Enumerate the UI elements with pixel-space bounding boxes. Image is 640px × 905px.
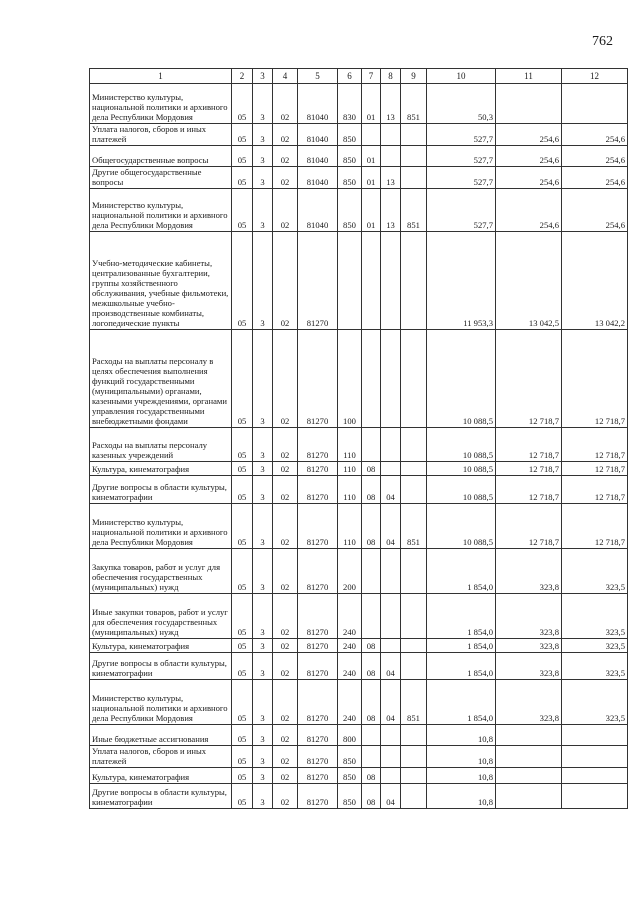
amount-col10-cell: 50,3 — [427, 84, 496, 124]
target-code-cell: 81040 — [298, 189, 338, 232]
table-row — [90, 232, 628, 330]
subchapter-code-cell — [381, 746, 401, 768]
department-code-cell — [401, 330, 427, 428]
chapter-code-cell: 01 — [362, 84, 381, 124]
subsection-code-cell: 3 — [253, 784, 273, 809]
subsection-code-cell: 3 — [253, 680, 273, 725]
chapter-code-cell — [362, 232, 381, 330]
column-header: 5 — [298, 69, 338, 84]
amount-col10-cell: 10,8 — [427, 725, 496, 746]
chapter-code-cell — [362, 549, 381, 594]
amount-col11-cell: 254,6 — [496, 189, 562, 232]
expense-type-cell: 850 — [338, 146, 362, 167]
row-name-cell: Иные закупки товаров, работ и услуг для обеспечения государственных (муниципальных) нужд — [90, 594, 232, 639]
section-code-cell: 05 — [232, 746, 253, 768]
expense-type-cell: 200 — [338, 549, 362, 594]
amount-col12-cell: 323,5 — [562, 680, 628, 725]
chapter-code-cell: 01 — [362, 167, 381, 189]
column-header: 2 — [232, 69, 253, 84]
row-name-cell: Другие вопросы в области культуры, кинематографии — [90, 476, 232, 504]
page-number: 762 — [592, 34, 613, 49]
subsection-code-cell: 3 — [253, 462, 273, 476]
chapter-code-cell — [362, 746, 381, 768]
section-code-cell: 05 — [232, 639, 253, 653]
row-name-cell: Уплата налогов, сборов и иных платежей — [90, 124, 232, 146]
amount-col10-cell: 10 088,5 — [427, 462, 496, 476]
department-code-cell — [401, 124, 427, 146]
row-name-cell: Расходы на выплаты персоналу казенных учреждений — [90, 428, 232, 462]
table-row — [90, 746, 628, 768]
subsection-code-cell: 3 — [253, 146, 273, 167]
section-code-cell: 05 — [232, 504, 253, 549]
amount-col10-cell: 527,7 — [427, 124, 496, 146]
subchapter-code-cell — [381, 462, 401, 476]
subchapter-code-cell: 13 — [381, 84, 401, 124]
program-code-cell: 02 — [273, 189, 298, 232]
target-code-cell: 81270 — [298, 594, 338, 639]
subchapter-code-cell — [381, 725, 401, 746]
subchapter-code-cell — [381, 594, 401, 639]
amount-col12-cell: 12 718,7 — [562, 476, 628, 504]
target-code-cell: 81040 — [298, 167, 338, 189]
expense-type-cell: 850 — [338, 746, 362, 768]
amount-col10-cell: 527,7 — [427, 167, 496, 189]
program-code-cell: 02 — [273, 784, 298, 809]
amount-col11-cell — [496, 768, 562, 784]
amount-col10-cell: 11 953,3 — [427, 232, 496, 330]
column-header: 3 — [253, 69, 273, 84]
subsection-code-cell: 3 — [253, 725, 273, 746]
amount-col11-cell: 323,8 — [496, 594, 562, 639]
table-row — [90, 549, 628, 594]
subchapter-code-cell: 04 — [381, 504, 401, 549]
row-name-cell: Другие вопросы в области культуры, кинематографии — [90, 784, 232, 809]
department-code-cell: 851 — [401, 189, 427, 232]
amount-col10-cell: 10 088,5 — [427, 504, 496, 549]
subchapter-code-cell — [381, 768, 401, 784]
chapter-code-cell: 01 — [362, 146, 381, 167]
amount-col12-cell: 254,6 — [562, 124, 628, 146]
expense-type-cell: 240 — [338, 653, 362, 680]
program-code-cell: 02 — [273, 768, 298, 784]
section-code-cell: 05 — [232, 232, 253, 330]
section-code-cell: 05 — [232, 146, 253, 167]
table-row — [90, 653, 628, 680]
amount-col12-cell: 12 718,7 — [562, 462, 628, 476]
expense-type-cell: 110 — [338, 504, 362, 549]
department-code-cell — [401, 146, 427, 167]
department-code-cell — [401, 428, 427, 462]
amount-col10-cell: 10,8 — [427, 746, 496, 768]
chapter-code-cell: 08 — [362, 768, 381, 784]
subsection-code-cell: 3 — [253, 746, 273, 768]
amount-col12-cell — [562, 84, 628, 124]
amount-col10-cell: 10 088,5 — [427, 428, 496, 462]
row-name-cell: Общегосударственные вопросы — [90, 146, 232, 167]
chapter-code-cell — [362, 725, 381, 746]
amount-col10-cell: 1 854,0 — [427, 639, 496, 653]
row-name-cell: Уплата налогов, сборов и иных платежей — [90, 746, 232, 768]
subchapter-code-cell: 04 — [381, 680, 401, 725]
amount-col11-cell: 254,6 — [496, 146, 562, 167]
target-code-cell: 81040 — [298, 124, 338, 146]
section-code-cell: 05 — [232, 549, 253, 594]
expense-type-cell: 850 — [338, 189, 362, 232]
column-header: 11 — [496, 69, 562, 84]
row-name-cell: Культура, кинематография — [90, 768, 232, 784]
target-code-cell: 81270 — [298, 428, 338, 462]
amount-col10-cell: 527,7 — [427, 189, 496, 232]
department-code-cell — [401, 549, 427, 594]
row-name-cell: Учебно-методические кабинеты, централизованные бухгалтерии, группы хозяйственного обслуживания, учебные фильмотеки, межшкольные учебно-производственные комбинаты, логопедические пункты — [90, 232, 232, 330]
subchapter-code-cell — [381, 330, 401, 428]
amount-col10-cell: 10,8 — [427, 768, 496, 784]
program-code-cell: 02 — [273, 594, 298, 639]
amount-col11-cell: 12 718,7 — [496, 462, 562, 476]
section-code-cell: 05 — [232, 653, 253, 680]
section-code-cell: 05 — [232, 680, 253, 725]
amount-col12-cell: 323,5 — [562, 639, 628, 653]
subsection-code-cell: 3 — [253, 167, 273, 189]
column-header: 7 — [362, 69, 381, 84]
column-header: 12 — [562, 69, 628, 84]
table-row — [90, 167, 628, 189]
table-body — [90, 84, 628, 809]
expense-type-cell: 240 — [338, 594, 362, 639]
section-code-cell: 05 — [232, 330, 253, 428]
chapter-code-cell — [362, 124, 381, 146]
row-name-cell: Закупка товаров, работ и услуг для обеспечения государственных (муниципальных) нужд — [90, 549, 232, 594]
target-code-cell: 81270 — [298, 232, 338, 330]
row-name-cell: Иные бюджетные ассигнования — [90, 725, 232, 746]
chapter-code-cell: 08 — [362, 476, 381, 504]
target-code-cell: 81040 — [298, 84, 338, 124]
program-code-cell: 02 — [273, 124, 298, 146]
amount-col12-cell — [562, 768, 628, 784]
row-name-cell: Расходы на выплаты персоналу в целях обеспечения выполнения функций государственными (муниципальными) органами, казенными учреждениями, органами управления государственными внебюджетными фондами — [90, 330, 232, 428]
subchapter-code-cell: 13 — [381, 167, 401, 189]
expense-type-cell: 240 — [338, 680, 362, 725]
column-header: 10 — [427, 69, 496, 84]
column-header: 4 — [273, 69, 298, 84]
program-code-cell: 02 — [273, 476, 298, 504]
row-name-cell: Министерство культуры, национальной политики и архивного дела Республики Мордовия — [90, 504, 232, 549]
expense-type-cell: 850 — [338, 768, 362, 784]
program-code-cell: 02 — [273, 146, 298, 167]
table-row — [90, 330, 628, 428]
chapter-code-cell: 08 — [362, 784, 381, 809]
chapter-code-cell: 08 — [362, 504, 381, 549]
subsection-code-cell: 3 — [253, 594, 273, 639]
subsection-code-cell: 3 — [253, 476, 273, 504]
amount-col12-cell — [562, 725, 628, 746]
row-name-cell: Министерство культуры, национальной политики и архивного дела Республики Мордовия — [90, 84, 232, 124]
subsection-code-cell: 3 — [253, 549, 273, 594]
section-code-cell: 05 — [232, 476, 253, 504]
expense-type-cell: 240 — [338, 639, 362, 653]
chapter-code-cell — [362, 594, 381, 639]
amount-col11-cell: 254,6 — [496, 124, 562, 146]
column-header: 9 — [401, 69, 427, 84]
department-code-cell: 851 — [401, 84, 427, 124]
amount-col10-cell: 1 854,0 — [427, 594, 496, 639]
table-row — [90, 189, 628, 232]
row-name-cell: Культура, кинематография — [90, 639, 232, 653]
program-code-cell: 02 — [273, 653, 298, 680]
column-header: 8 — [381, 69, 401, 84]
chapter-code-cell — [362, 330, 381, 428]
target-code-cell: 81270 — [298, 639, 338, 653]
amount-col11-cell: 323,8 — [496, 653, 562, 680]
amount-col12-cell: 323,5 — [562, 653, 628, 680]
subsection-code-cell: 3 — [253, 330, 273, 428]
department-code-cell — [401, 232, 427, 330]
program-code-cell: 02 — [273, 84, 298, 124]
section-code-cell: 05 — [232, 725, 253, 746]
chapter-code-cell: 08 — [362, 680, 381, 725]
amount-col11-cell: 12 718,7 — [496, 428, 562, 462]
subchapter-code-cell — [381, 428, 401, 462]
department-code-cell — [401, 167, 427, 189]
amount-col11-cell: 12 718,7 — [496, 476, 562, 504]
amount-col11-cell: 12 718,7 — [496, 504, 562, 549]
subchapter-code-cell — [381, 124, 401, 146]
amount-col11-cell: 12 718,7 — [496, 330, 562, 428]
subsection-code-cell: 3 — [253, 639, 273, 653]
amount-col11-cell — [496, 784, 562, 809]
subchapter-code-cell — [381, 639, 401, 653]
target-code-cell: 81270 — [298, 476, 338, 504]
table-row — [90, 784, 628, 809]
subsection-code-cell: 3 — [253, 232, 273, 330]
table-row — [90, 725, 628, 746]
chapter-code-cell: 08 — [362, 653, 381, 680]
target-code-cell: 81270 — [298, 653, 338, 680]
amount-col12-cell: 12 718,7 — [562, 428, 628, 462]
expense-type-cell: 110 — [338, 462, 362, 476]
amount-col11-cell — [496, 84, 562, 124]
program-code-cell: 02 — [273, 549, 298, 594]
section-code-cell: 05 — [232, 594, 253, 639]
table-row — [90, 594, 628, 639]
section-code-cell: 05 — [232, 768, 253, 784]
department-code-cell — [401, 639, 427, 653]
table-row — [90, 146, 628, 167]
target-code-cell: 81270 — [298, 462, 338, 476]
amount-col10-cell: 1 854,0 — [427, 549, 496, 594]
subchapter-code-cell — [381, 549, 401, 594]
column-header: 1 — [90, 69, 232, 84]
expense-type-cell: 830 — [338, 84, 362, 124]
subsection-code-cell: 3 — [253, 768, 273, 784]
expense-type-cell: 110 — [338, 428, 362, 462]
table-row — [90, 768, 628, 784]
section-code-cell: 05 — [232, 167, 253, 189]
target-code-cell: 81040 — [298, 146, 338, 167]
program-code-cell: 02 — [273, 504, 298, 549]
table-row — [90, 84, 628, 124]
subsection-code-cell: 3 — [253, 428, 273, 462]
subchapter-code-cell — [381, 232, 401, 330]
subchapter-code-cell: 04 — [381, 476, 401, 504]
table-row — [90, 639, 628, 653]
row-name-cell: Министерство культуры, национальной политики и архивного дела Республики Мордовия — [90, 189, 232, 232]
header-row — [90, 69, 628, 84]
expense-type-cell: 100 — [338, 330, 362, 428]
chapter-code-cell: 01 — [362, 189, 381, 232]
amount-col10-cell: 10 088,5 — [427, 330, 496, 428]
section-code-cell: 05 — [232, 462, 253, 476]
amount-col12-cell: 254,6 — [562, 146, 628, 167]
chapter-code-cell — [362, 428, 381, 462]
amount-col10-cell: 1 854,0 — [427, 680, 496, 725]
subsection-code-cell: 3 — [253, 124, 273, 146]
amount-col11-cell: 254,6 — [496, 167, 562, 189]
amount-col12-cell: 323,5 — [562, 594, 628, 639]
amount-col10-cell: 10 088,5 — [427, 476, 496, 504]
department-code-cell: 851 — [401, 680, 427, 725]
target-code-cell: 81270 — [298, 725, 338, 746]
table-row — [90, 504, 628, 549]
table-row — [90, 428, 628, 462]
section-code-cell: 05 — [232, 189, 253, 232]
subchapter-code-cell: 13 — [381, 189, 401, 232]
program-code-cell: 02 — [273, 725, 298, 746]
subchapter-code-cell: 04 — [381, 784, 401, 809]
department-code-cell — [401, 476, 427, 504]
target-code-cell: 81270 — [298, 680, 338, 725]
program-code-cell: 02 — [273, 639, 298, 653]
amount-col11-cell: 13 042,5 — [496, 232, 562, 330]
target-code-cell: 81270 — [298, 330, 338, 428]
subsection-code-cell: 3 — [253, 189, 273, 232]
subchapter-code-cell — [381, 146, 401, 167]
budget-table — [89, 68, 628, 809]
expense-type-cell: 800 — [338, 725, 362, 746]
department-code-cell — [401, 784, 427, 809]
section-code-cell: 05 — [232, 784, 253, 809]
program-code-cell: 02 — [273, 330, 298, 428]
target-code-cell: 81270 — [298, 549, 338, 594]
amount-col12-cell: 12 718,7 — [562, 330, 628, 428]
amount-col11-cell: 323,8 — [496, 639, 562, 653]
amount-col10-cell: 10,8 — [427, 784, 496, 809]
amount-col11-cell: 323,8 — [496, 549, 562, 594]
target-code-cell: 81270 — [298, 504, 338, 549]
table-row — [90, 476, 628, 504]
target-code-cell: 81270 — [298, 746, 338, 768]
section-code-cell: 05 — [232, 428, 253, 462]
department-code-cell: 851 — [401, 504, 427, 549]
row-name-cell: Другие общегосударственные вопросы — [90, 167, 232, 189]
expense-type-cell — [338, 232, 362, 330]
chapter-code-cell: 08 — [362, 462, 381, 476]
amount-col12-cell — [562, 784, 628, 809]
department-code-cell — [401, 594, 427, 639]
amount-col12-cell — [562, 746, 628, 768]
chapter-code-cell: 08 — [362, 639, 381, 653]
row-name-cell: Другие вопросы в области культуры, кинематографии — [90, 653, 232, 680]
table-row — [90, 680, 628, 725]
expense-type-cell: 850 — [338, 124, 362, 146]
program-code-cell: 02 — [273, 462, 298, 476]
department-code-cell — [401, 746, 427, 768]
table-row — [90, 124, 628, 146]
amount-col12-cell: 254,6 — [562, 167, 628, 189]
program-code-cell: 02 — [273, 167, 298, 189]
amount-col12-cell: 13 042,2 — [562, 232, 628, 330]
expense-type-cell: 110 — [338, 476, 362, 504]
table-row — [90, 462, 628, 476]
amount-col12-cell: 323,5 — [562, 549, 628, 594]
target-code-cell: 81270 — [298, 768, 338, 784]
column-header: 6 — [338, 69, 362, 84]
amount-col11-cell: 323,8 — [496, 680, 562, 725]
amount-col12-cell: 254,6 — [562, 189, 628, 232]
department-code-cell — [401, 768, 427, 784]
expense-type-cell: 850 — [338, 167, 362, 189]
program-code-cell: 02 — [273, 232, 298, 330]
department-code-cell — [401, 653, 427, 680]
section-code-cell: 05 — [232, 84, 253, 124]
subsection-code-cell: 3 — [253, 84, 273, 124]
subsection-code-cell: 3 — [253, 504, 273, 549]
expense-type-cell: 850 — [338, 784, 362, 809]
amount-col11-cell — [496, 746, 562, 768]
department-code-cell — [401, 725, 427, 746]
amount-col11-cell — [496, 725, 562, 746]
row-name-cell: Министерство культуры, национальной политики и архивного дела Республики Мордовия — [90, 680, 232, 725]
program-code-cell: 02 — [273, 746, 298, 768]
amount-col10-cell: 527,7 — [427, 146, 496, 167]
amount-col10-cell: 1 854,0 — [427, 653, 496, 680]
subchapter-code-cell: 04 — [381, 653, 401, 680]
row-name-cell: Культура, кинематография — [90, 462, 232, 476]
section-code-cell: 05 — [232, 124, 253, 146]
program-code-cell: 02 — [273, 680, 298, 725]
program-code-cell: 02 — [273, 428, 298, 462]
subsection-code-cell: 3 — [253, 653, 273, 680]
target-code-cell: 81270 — [298, 784, 338, 809]
amount-col12-cell: 12 718,7 — [562, 504, 628, 549]
department-code-cell — [401, 462, 427, 476]
